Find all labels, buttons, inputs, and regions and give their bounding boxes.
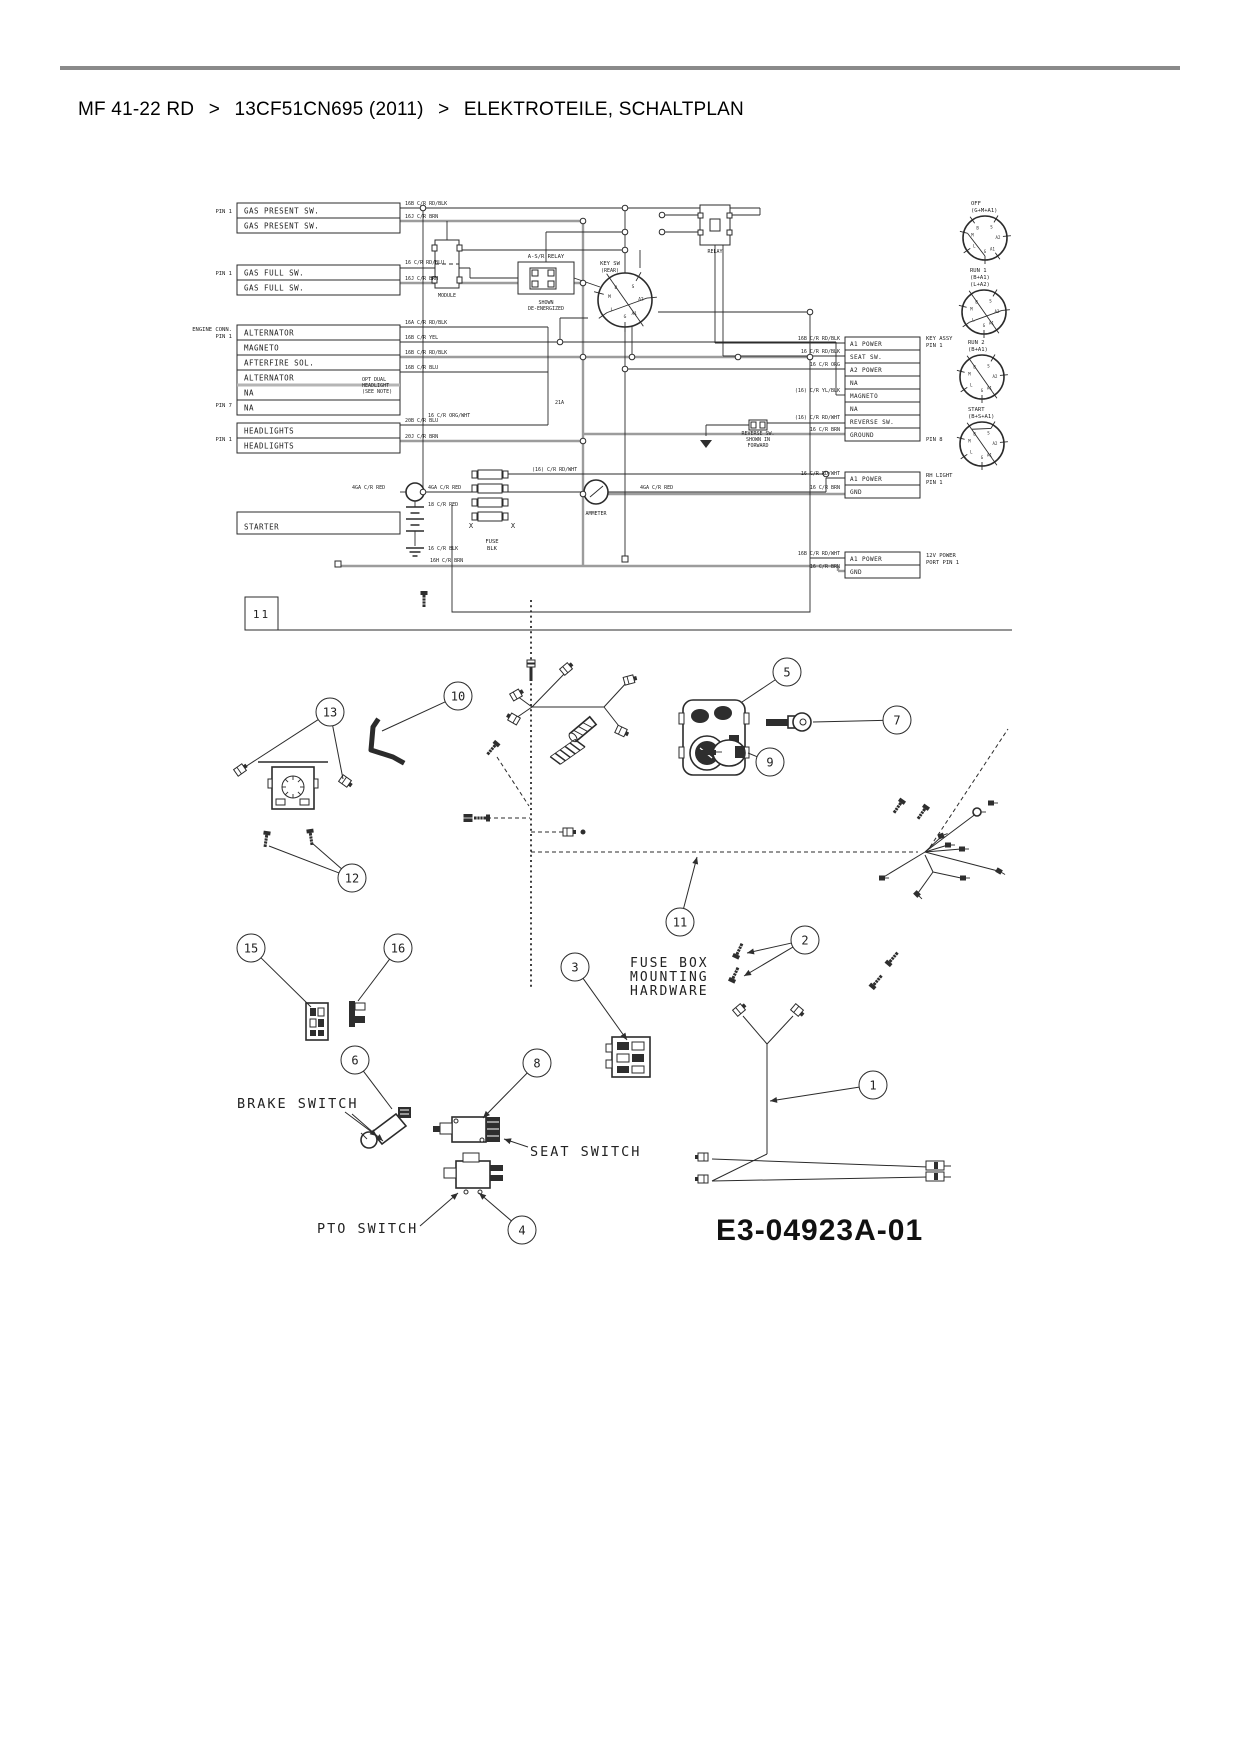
svg-text:(REAR): (REAR) (600, 268, 620, 274)
fuse-box-part (606, 1037, 650, 1077)
svg-text:M: M (968, 438, 971, 444)
part-callout-4[interactable] (479, 1193, 536, 1244)
svg-text:L: L (972, 317, 975, 323)
svg-text:A2: A2 (638, 297, 644, 303)
key-position-diagram (960, 201, 1011, 264)
svg-text:G: G (980, 388, 984, 393)
part-callout-11[interactable] (666, 857, 698, 936)
blob-part-icon (945, 843, 955, 848)
breadcrumb-separator: > (438, 99, 450, 120)
part-callout-9[interactable] (748, 748, 784, 776)
bracket-part (371, 721, 402, 762)
part-callout-7[interactable] (813, 706, 911, 734)
connector-block (215, 203, 400, 233)
dot-part-icon (581, 830, 586, 835)
svg-text:18 C/R RED: 18 C/R RED (428, 502, 459, 508)
bolt-part-icon (869, 973, 885, 990)
svg-text:4GA C/R RED: 4GA C/R RED (428, 485, 462, 491)
svg-text:16: 16 (390, 941, 406, 956)
conn-part-icon (234, 762, 249, 776)
wiring-schematic (192, 201, 1012, 630)
svg-text:1: 1 (869, 1078, 877, 1093)
svg-text:G: G (623, 315, 627, 320)
wire-harness-part (712, 1016, 951, 1181)
svg-text:16 C/R BLK: 16 C/R BLK (428, 546, 459, 552)
key-position-diagram (957, 340, 1008, 403)
svg-text:G: G (980, 455, 984, 460)
brake-switch-label (237, 1096, 359, 1112)
blob-part-icon (995, 867, 1006, 876)
svg-text:16B C/R RD/BLK: 16B C/R RD/BLK (405, 201, 448, 207)
svg-text:L: L (970, 382, 973, 388)
svg-text:START: START (968, 407, 985, 413)
bolt-part-icon (306, 829, 315, 846)
breadcrumb-serial[interactable]: 13CF51CN695 (2011) (234, 99, 424, 120)
cyl-part-icon (568, 717, 597, 743)
bolt-part-icon (485, 740, 501, 757)
svg-text:M: M (968, 371, 971, 377)
svg-text:20B C/R BLU: 20B C/R BLU (405, 418, 439, 424)
svg-text:RUN 1: RUN 1 (970, 268, 987, 274)
svg-text:PIN 1: PIN 1 (215, 334, 232, 340)
svg-text:BRAKE SWITCH: BRAKE SWITCH (237, 1096, 359, 1112)
svg-text:B: B (976, 225, 979, 231)
svg-text:16 C/R BRN: 16 C/R BRN (809, 564, 840, 570)
svg-text:20J C/R BRN: 20J C/R BRN (405, 434, 439, 440)
svg-text:A1 POWER: A1 POWER (850, 476, 883, 483)
conn-part-icon (695, 1175, 708, 1183)
svg-text:SHOWN: SHOWN (538, 300, 554, 306)
svg-text:M: M (608, 294, 611, 300)
svg-text:OFF: OFF (971, 201, 981, 207)
svg-text:6: 6 (351, 1053, 359, 1068)
svg-text:A-S/R RELAY: A-S/R RELAY (527, 254, 565, 260)
svg-text:DE-ENERGIZED: DE-ENERGIZED (527, 306, 565, 312)
svg-text:4GA C/R RED: 4GA C/R RED (640, 485, 674, 491)
svg-text:REVERSE SW.: REVERSE SW. (741, 431, 775, 437)
svg-text:KEY ASSY: KEY ASSY (926, 336, 953, 342)
svg-text:A2: A2 (992, 373, 998, 379)
key-position-diagram (959, 268, 1010, 338)
blob-part-icon (879, 876, 889, 881)
svg-text:PIN 1: PIN 1 (215, 271, 232, 277)
svg-text:FUSE: FUSE (485, 539, 499, 545)
svg-text:16 C/R BRN: 16 C/R BRN (809, 485, 840, 491)
svg-text:PIN 1: PIN 1 (926, 480, 943, 486)
svg-text:S: S (631, 285, 635, 291)
svg-text:FUSE BOX: FUSE BOX (630, 956, 709, 971)
seat-switch-label (530, 1144, 641, 1160)
svg-text:PORT PIN 1: PORT PIN 1 (926, 560, 960, 566)
svg-text:X: X (510, 522, 516, 530)
connector-block (845, 552, 959, 578)
bolt-part-icon (732, 942, 745, 959)
svg-text:L: L (973, 243, 976, 249)
svg-text:11: 11 (252, 608, 271, 621)
svg-text:NA: NA (244, 403, 255, 413)
clip-part (349, 1001, 365, 1027)
bolt-part-icon (262, 831, 271, 848)
svg-text:A1: A1 (987, 452, 992, 458)
svg-text:A2 POWER: A2 POWER (850, 367, 883, 374)
conn-part-icon (560, 661, 575, 675)
svg-text:3: 3 (571, 960, 579, 975)
svg-text:OPT DUAL: OPT DUAL (362, 377, 387, 383)
svg-text:RUN 2: RUN 2 (968, 340, 985, 346)
part-callout-5[interactable] (742, 658, 801, 702)
svg-text:16J C/R BRN: 16J C/R BRN (405, 214, 439, 220)
svg-text:G: G (982, 323, 986, 328)
svg-text:L: L (970, 449, 973, 455)
svg-text:(16) C/R YL/BLK: (16) C/R YL/BLK (794, 388, 840, 394)
svg-text:NA: NA (850, 406, 859, 413)
svg-text:4: 4 (518, 1223, 526, 1238)
svg-text:G: G (983, 249, 987, 254)
svg-text:(16) C/R RD/WHT: (16) C/R RD/WHT (532, 467, 578, 473)
svg-text:GND: GND (850, 569, 863, 576)
svg-text:2: 2 (801, 933, 809, 948)
svg-text:16 C/R RD/BLK: 16 C/R RD/BLK (800, 349, 840, 355)
svg-text:B: B (614, 285, 618, 291)
part-callout-15[interactable] (237, 934, 311, 1007)
svg-text:ENGINE CONN.: ENGINE CONN. (192, 327, 232, 333)
svg-text:HEADLIGHT: HEADLIGHT (362, 383, 390, 389)
seat-switch-part (433, 1117, 500, 1142)
svg-text:16B C/R RD/BLK: 16B C/R RD/BLK (797, 336, 840, 342)
svg-text:SEAT SWITCH: SEAT SWITCH (530, 1144, 642, 1160)
svg-text:NA: NA (850, 380, 859, 387)
svg-text:HEADLIGHTS: HEADLIGHTS (244, 441, 295, 451)
exploded-parts-view (234, 591, 1008, 1244)
svg-text:FORWARD: FORWARD (747, 443, 769, 449)
blob-part-icon (959, 847, 969, 852)
svg-text:PIN 1: PIN 1 (926, 343, 943, 349)
pto-switch-label (317, 1221, 418, 1237)
svg-text:16B C/R RD/WHT: 16B C/R RD/WHT (797, 551, 840, 557)
svg-text:M: M (970, 306, 973, 312)
svg-text:KEY SW: KEY SW (600, 261, 620, 267)
svg-text:GAS PRESENT SW.: GAS PRESENT SW. (244, 206, 320, 216)
svg-text:MAGNETO: MAGNETO (850, 393, 879, 400)
part-callout-12[interactable] (269, 843, 366, 892)
conn-part-icon (563, 828, 576, 836)
key-switch-symbol (594, 272, 657, 332)
bolt-part-icon (915, 804, 930, 821)
svg-text:16 C/R ORG/WHT: 16 C/R ORG/WHT (428, 413, 471, 419)
svg-text:E3-04923A-01: E3-04923A-01 (716, 1214, 924, 1247)
svg-text:MODULE: MODULE (437, 293, 457, 299)
part-callout-10[interactable] (382, 682, 472, 731)
bolt-part-icon (728, 966, 741, 983)
svg-text:PIN 7: PIN 7 (215, 403, 232, 409)
svg-text:16B C/R BLU: 16B C/R BLU (405, 365, 439, 371)
svg-text:AFTERFIRE SOL.: AFTERFIRE SOL. (244, 358, 315, 368)
svg-text:A1: A1 (987, 385, 992, 391)
spring-part-icon (550, 737, 585, 766)
svg-text:(L+A2): (L+A2) (970, 282, 990, 288)
svg-text:HARDWARE: HARDWARE (630, 984, 709, 999)
svg-text:7: 7 (893, 713, 901, 728)
bolt-part-icon (891, 798, 906, 815)
part-callout-16[interactable] (358, 934, 412, 1001)
rocker-switch-part (306, 1003, 328, 1040)
blob-part-icon (988, 801, 998, 806)
conn-part-icon (505, 712, 520, 725)
part-callout-3[interactable] (561, 953, 627, 1040)
svg-text:11: 11 (672, 915, 688, 930)
svg-text:ALTERNATOR: ALTERNATOR (244, 328, 295, 338)
svg-text:PIN 1: PIN 1 (215, 209, 232, 215)
svg-text:NA: NA (244, 388, 255, 398)
conn-part-icon (510, 688, 525, 701)
svg-text:10: 10 (450, 689, 466, 704)
boltw-part-icon (527, 660, 535, 681)
svg-text:A2: A2 (992, 440, 998, 446)
bolt-part-icon (885, 950, 901, 967)
svg-text:MAGNETO: MAGNETO (244, 343, 280, 353)
svg-text:A1: A1 (989, 320, 994, 326)
svg-text:8: 8 (533, 1056, 541, 1071)
svg-text:21A: 21A (555, 400, 565, 406)
conn-part-icon (623, 674, 638, 685)
svg-text:12: 12 (344, 871, 360, 886)
connector-block (845, 472, 953, 498)
conn-part-icon (615, 725, 630, 738)
svg-text:A2: A2 (995, 234, 1001, 240)
svg-text:16 C/R RD/BLU: 16 C/R RD/BLU (405, 260, 445, 266)
svg-text:ALTERNATOR: ALTERNATOR (244, 373, 295, 383)
svg-text:L: L (610, 308, 614, 314)
svg-text:BLK: BLK (487, 546, 497, 552)
svg-text:REVERSE SW.: REVERSE SW. (850, 419, 895, 426)
svg-text:(G+M+A1): (G+M+A1) (971, 208, 998, 214)
svg-text:12V POWER: 12V POWER (926, 553, 956, 559)
fuse-box-label (630, 956, 709, 999)
svg-text:S: S (987, 363, 990, 369)
svg-text:(B+A1): (B+A1) (970, 275, 990, 281)
svg-text:5: 5 (783, 665, 791, 680)
svg-text:PIN 1: PIN 1 (215, 437, 232, 443)
svg-text:PTO SWITCH: PTO SWITCH (317, 1221, 419, 1237)
ring-part-icon (973, 808, 986, 816)
svg-text:SEAT SW.: SEAT SW. (850, 354, 883, 361)
svg-text:9: 9 (766, 755, 774, 770)
pto-switch-part (444, 1153, 503, 1194)
key-part (766, 713, 811, 731)
svg-text:(16) C/R RD/WHT: (16) C/R RD/WHT (794, 415, 840, 421)
breadcrumb-model[interactable]: MF 41-22 RD (78, 99, 195, 120)
drawing-part-number (716, 1214, 923, 1247)
part-callout-1[interactable] (770, 1071, 887, 1103)
breadcrumb-section: ELEKTROTEILE, SCHALTPLAN (463, 99, 744, 120)
conn-part-icon (695, 1153, 708, 1161)
bolt-part-icon (421, 591, 428, 607)
svg-text:M: M (971, 232, 974, 238)
part-callout-2[interactable] (744, 926, 819, 976)
svg-text:A1: A1 (990, 246, 995, 252)
svg-text:GROUND: GROUND (850, 432, 875, 439)
svg-text:B: B (975, 299, 978, 305)
svg-text:(B+A1): (B+A1) (968, 347, 988, 353)
svg-text:B: B (973, 364, 976, 370)
svg-text:GAS PRESENT SW.: GAS PRESENT SW. (244, 221, 320, 231)
svg-text:S: S (989, 298, 992, 304)
svg-text:16 C/R ORG: 16 C/R ORG (809, 362, 840, 368)
connector-block (237, 512, 400, 534)
svg-text:(SEE NOTE): (SEE NOTE) (362, 389, 393, 395)
connector-block (192, 325, 400, 415)
bolt-part-icon (474, 815, 490, 822)
svg-text:RELAY: RELAY (707, 249, 723, 255)
key-position-diagram (957, 407, 1008, 470)
svg-text:16 C/R RD/WHT: 16 C/R RD/WHT (800, 471, 840, 477)
breadcrumb-separator: > (208, 99, 221, 120)
conn-part-icon (339, 775, 354, 789)
svg-text:MOUNTING: MOUNTING (630, 970, 709, 985)
svg-text:B: B (973, 431, 976, 437)
svg-text:16J C/R BRN: 16J C/R BRN (405, 276, 439, 282)
svg-text:GND: GND (850, 489, 863, 496)
svg-text:16 C/R BRN: 16 C/R BRN (809, 427, 840, 433)
svg-text:13: 13 (322, 705, 338, 720)
part-callout-8[interactable] (483, 1049, 551, 1118)
hour-meter-part (258, 762, 328, 809)
svg-text:16B C/R RD/BLK: 16B C/R RD/BLK (405, 350, 448, 356)
connector-block (845, 336, 953, 443)
svg-text:4GA C/R RED: 4GA C/R RED (352, 485, 386, 491)
svg-text:A2: A2 (994, 308, 1000, 314)
conn-part-icon (733, 1002, 748, 1016)
connector-block (215, 265, 400, 295)
svg-text:STARTER: STARTER (244, 522, 280, 532)
svg-text:AMMETER: AMMETER (585, 511, 607, 517)
svg-text:16A C/R RD/BLK: 16A C/R RD/BLK (405, 320, 448, 326)
svg-text:A1: A1 (631, 312, 637, 318)
svg-text:A1 POWER: A1 POWER (850, 556, 883, 563)
svg-text:16B C/R YEL: 16B C/R YEL (405, 335, 439, 341)
svg-text:HEADLIGHTS: HEADLIGHTS (244, 426, 295, 436)
svg-text:16H C/R BRN: 16H C/R BRN (430, 558, 464, 564)
svg-text:X: X (468, 522, 474, 530)
svg-text:15: 15 (243, 941, 259, 956)
nut-part-icon (464, 814, 473, 822)
svg-text:A1 POWER: A1 POWER (850, 341, 883, 348)
connector-block (215, 423, 400, 453)
svg-text:(B+S+A1): (B+S+A1) (968, 414, 995, 420)
brake-switch-part (361, 1107, 411, 1148)
svg-text:RH LIGHT: RH LIGHT (926, 473, 953, 479)
svg-text:GAS FULL SW.: GAS FULL SW. (244, 283, 305, 293)
svg-text:S: S (987, 430, 990, 436)
svg-text:SHOWN IN: SHOWN IN (745, 437, 771, 443)
blob-part-icon (960, 876, 970, 881)
svg-text:S: S (990, 224, 993, 230)
svg-text:PIN 8: PIN 8 (926, 437, 943, 443)
svg-text:GAS FULL SW.: GAS FULL SW. (244, 268, 305, 278)
